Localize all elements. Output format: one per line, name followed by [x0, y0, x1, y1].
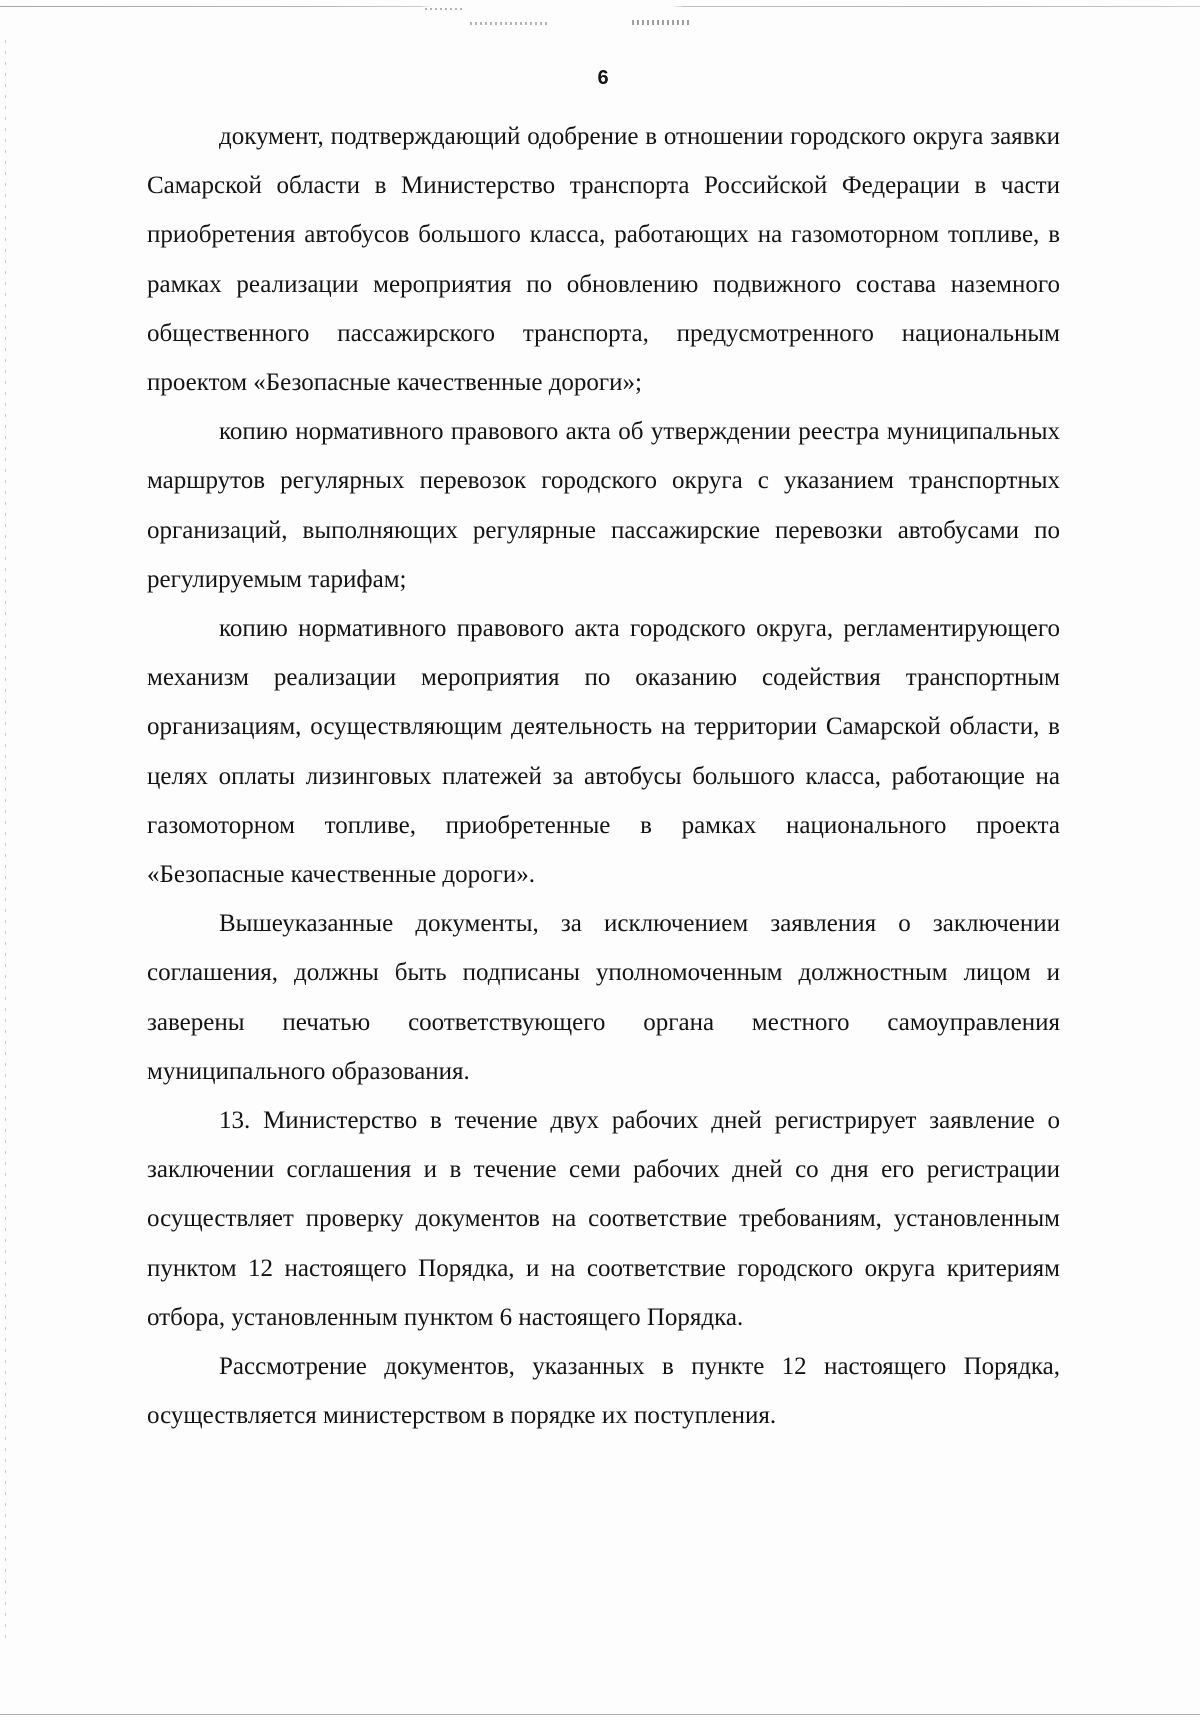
- paragraph-item-13: 13. Министерство в течение двух рабочих дней регистрирует заявление о заключении соглашения и в течение семи рабочих дней со дня его регистрации осуществляет проверку документов на соответствие требованиям, установленным пунктом 12 настоящего Порядка, и на соответствие городского округа критериям отбора, установленным пунктом 6 настоящего Порядка.: [147, 1107, 1060, 1331]
- scan-smudge: [425, 8, 465, 10]
- scan-smudge: [632, 20, 692, 25]
- paragraph-review-order: Рассмотрение документов, указанных в пункте 12 настоящего Порядка, осуществляется министерством в порядке их поступления.: [147, 1353, 1060, 1430]
- scan-smudge: [470, 22, 550, 25]
- paragraph-signature-requirement: Вышеуказанные документы, за исключением заявления о заключении соглашения, должны быть подписаны уполномоченным должностным лицом и заверены печатью соответствующего органа местного самоуправления муниципального образования.: [147, 910, 1060, 1085]
- paragraph-approval-document: документ, подтверждающий одобрение в отношении городского округа заявки Самарской области в Министерство транспорта Российской Федерации в части приобретения автобусов большого класса, работающих на газомоторном топливе, в рамках реализации мероприятия по обновлению подвижного состава наземного общественного пассажирского транспорта, предусмотренного национальным проектом «Безопасные качественные дороги»;: [147, 123, 1060, 397]
- paragraph-leasing-regulation: копию нормативного правового акта городского округа, регламентирующего механизм реализации мероприятия по оказанию содействия транспортным организациям, осуществляющим деятельность на территории Самарской области, в целях оплаты лизинговых платежей за автобусы большого класса, работающие на газомоторном топливе, приобретенные в рамках национального проекта «Безопасные качественные дороги».: [147, 615, 1060, 889]
- document-body: [147, 112, 1060, 1440]
- page-number: 6: [597, 67, 609, 89]
- scan-artifact-top: [0, 6, 1200, 7]
- scan-artifact-left: [5, 40, 6, 1640]
- scan-artifact-bottom: [0, 1714, 1200, 1715]
- paragraph-routes-registry: копию нормативного правового акта об утверждении реестра муниципальных маршрутов регулярных перевозок городского округа с указанием транспортных организаций, выполняющих регулярные пассажирские перевозки автобусами по регулируемым тарифам;: [147, 418, 1060, 593]
